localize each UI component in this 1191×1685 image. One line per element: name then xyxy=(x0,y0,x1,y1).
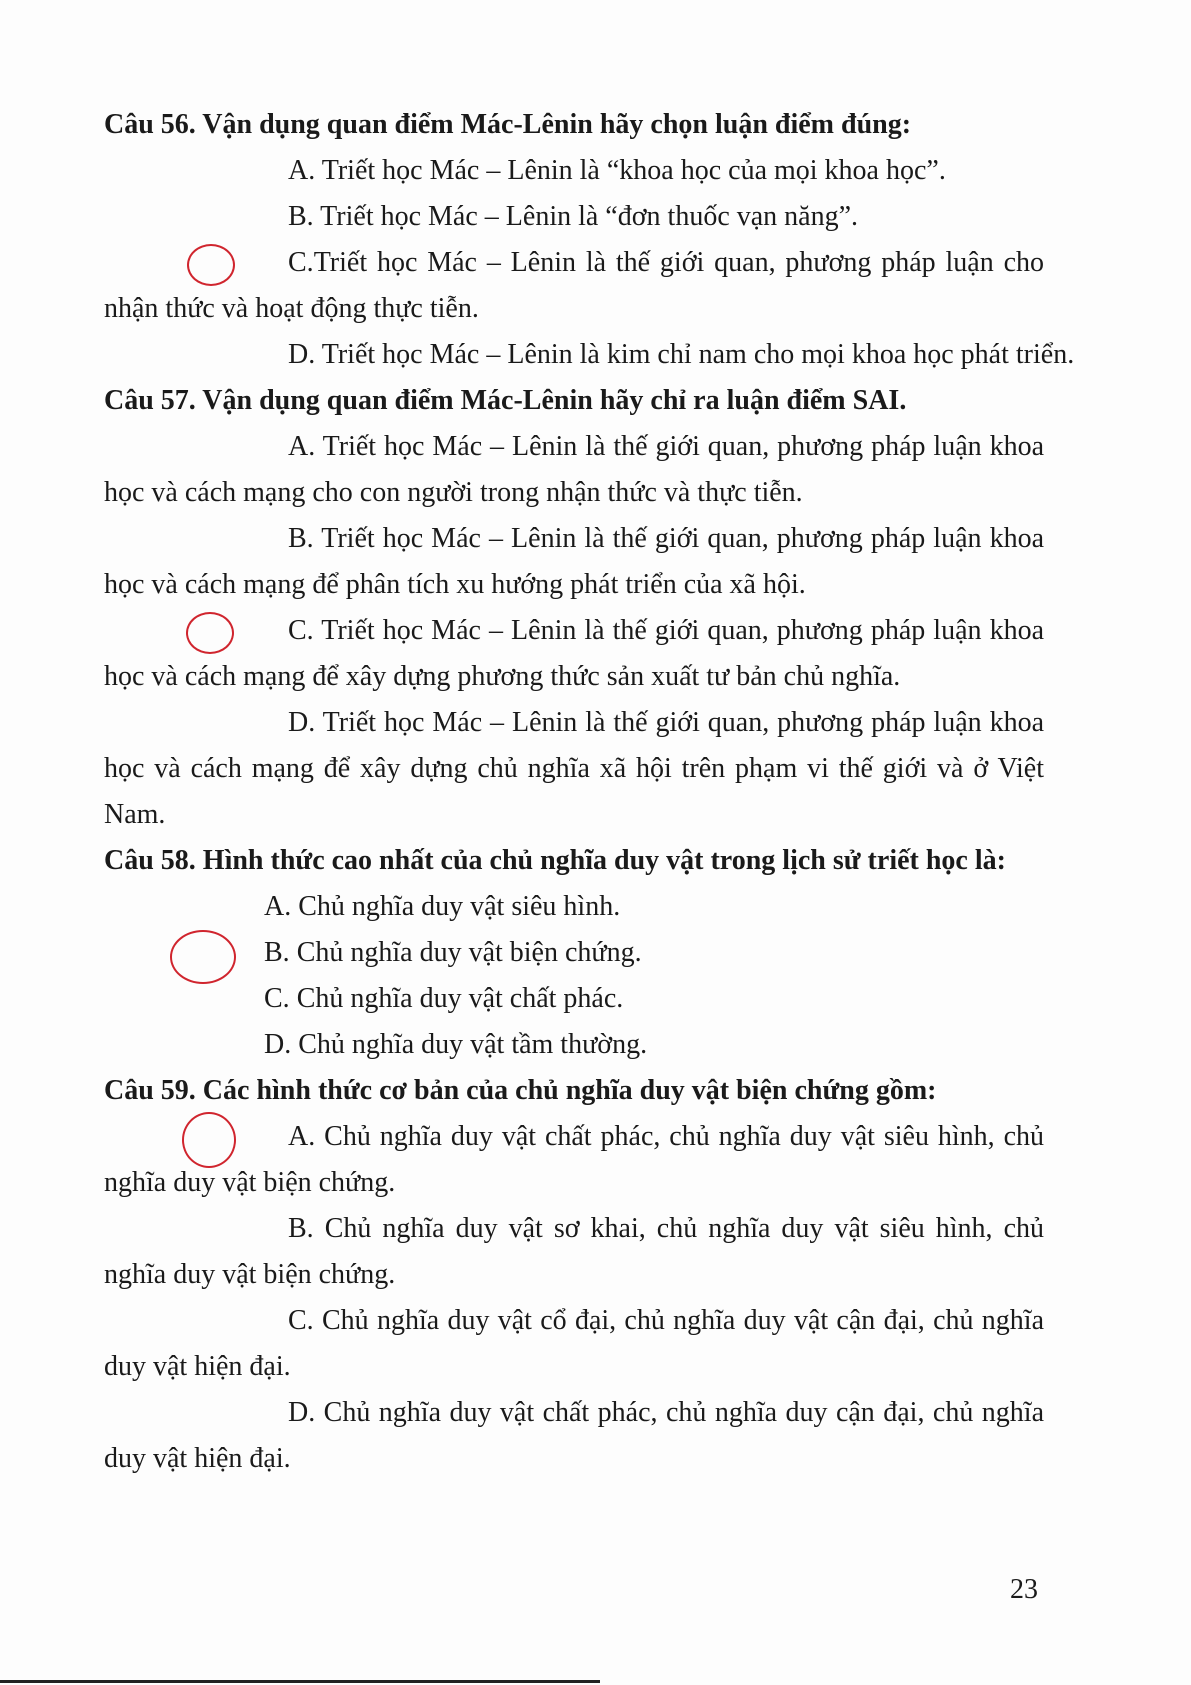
option-text: Triết học Mác – Lênin là thế giới quan, phương pháp luận khoa học và cách mạng cho con người trong nhận thức và thực tiễn. xyxy=(104,431,1044,508)
question-title: Câu 56. Vận dụng quan điểm Mác-Lênin hãy chọn luận điểm đúng: xyxy=(104,109,912,140)
answer-option-b xyxy=(104,930,1044,976)
option-text: Triết học Mác – Lênin là “đơn thuốc vạn năng”. xyxy=(313,201,859,232)
option-text: Chủ nghĩa duy vật cổ đại, chủ nghĩa duy vật cận đại, chủ nghĩa duy vật hiện đại. xyxy=(104,1305,1044,1382)
option-text: Chủ nghĩa duy vật chất phác. xyxy=(289,983,624,1014)
option-letter: B. xyxy=(288,201,314,232)
answer-circle-mark xyxy=(186,612,234,654)
option-letter: C. xyxy=(288,1305,314,1336)
page-number: 23 xyxy=(1010,1574,1038,1605)
answer-option-b xyxy=(104,1206,1044,1298)
option-text: Triết học Mác – Lênin là thế giới quan, phương pháp luận khoa học và cách mạng để xây dựng phương thức sản xuất tư bản chủ nghĩa. xyxy=(104,615,1044,692)
option-letter: A. xyxy=(264,891,292,922)
answer-option-d xyxy=(104,332,1075,378)
option-letter: B. xyxy=(184,930,290,976)
answer-option-a xyxy=(104,1114,1044,1206)
option-letter: C. xyxy=(196,240,314,286)
answer-option-c xyxy=(104,240,1044,332)
answer-option-b xyxy=(104,194,1044,240)
answer-option-c xyxy=(104,1298,1044,1390)
option-text: Triết học Mác – Lênin là thế giới quan, phương pháp luận khoa học và cách mạng để xây dựng chủ nghĩa xã hội trên phạm vi thế giới và ở Việt Nam. xyxy=(104,707,1044,830)
option-text: Chủ nghĩa duy vật tầm thường. xyxy=(291,1029,648,1060)
option-letter: B. xyxy=(288,1213,314,1244)
option-text: Chủ nghĩa duy vật chất phác, chủ nghĩa duy vật siêu hình, chủ nghĩa duy vật biện chứng. xyxy=(104,1121,1044,1198)
option-letter: C. xyxy=(196,608,314,654)
question-list xyxy=(104,102,1075,1482)
answer-option-d xyxy=(104,1022,1044,1068)
option-text: Chủ nghĩa duy vật siêu hình. xyxy=(291,891,621,922)
answer-option-a xyxy=(104,884,1044,930)
answer-circle-mark xyxy=(187,244,235,286)
bottom-rule xyxy=(0,1680,600,1683)
option-text: Triết học Mác – Lênin là “khoa học của mọi khoa học”. xyxy=(315,155,946,186)
option-text: Chủ nghĩa duy vật sơ khai, chủ nghĩa duy vật siêu hình, chủ nghĩa duy vật biện chứng. xyxy=(104,1213,1044,1290)
answer-option-b xyxy=(104,516,1044,608)
option-letter: C. xyxy=(264,983,290,1014)
question-title: Câu 57. Vận dụng quan điểm Mác-Lênin hãy chỉ ra luận điểm SAI. xyxy=(104,385,907,416)
option-text: Triết học Mác – Lênin là thế giới quan, phương pháp luận cho nhận thức và hoạt động thực tiễn. xyxy=(104,247,1044,324)
question-title: Câu 59. Các hình thức cơ bản của chủ nghĩa duy vật biện chứng gồm: xyxy=(104,1075,937,1106)
option-letter: D. xyxy=(288,339,316,370)
answer-option-d xyxy=(104,700,1044,838)
option-letter: A. xyxy=(288,431,316,462)
option-text: Triết học Mác – Lênin là thế giới quan, phương pháp luận khoa học và cách mạng để phân tích xu hướng phát triển của xã hội. xyxy=(104,523,1044,600)
option-letter: A. xyxy=(288,155,316,186)
answer-option-a xyxy=(104,424,1044,516)
answer-option-c xyxy=(104,976,1044,1022)
option-letter: D. xyxy=(288,707,316,738)
answer-circle-mark xyxy=(182,1112,236,1168)
option-text: Chủ nghĩa duy vật biện chứng. xyxy=(289,937,642,968)
question-title: Câu 58. Hình thức cao nhất của chủ nghĩa duy vật trong lịch sử triết học là: xyxy=(104,845,1006,876)
option-letter: D. xyxy=(264,1029,292,1060)
option-letter: B. xyxy=(288,523,314,554)
option-letter: D. xyxy=(288,1397,316,1428)
option-text: Triết học Mác – Lênin là kim chỉ nam cho mọi khoa học phát triển. xyxy=(315,339,1075,370)
answer-option-a xyxy=(104,148,1044,194)
answer-option-d xyxy=(104,1390,1044,1482)
option-text: Chủ nghĩa duy vật chất phác, chủ nghĩa duy cận đại, chủ nghĩa duy vật hiện đại. xyxy=(104,1397,1044,1474)
option-letter: A. xyxy=(196,1114,315,1160)
answer-option-c xyxy=(104,608,1044,700)
